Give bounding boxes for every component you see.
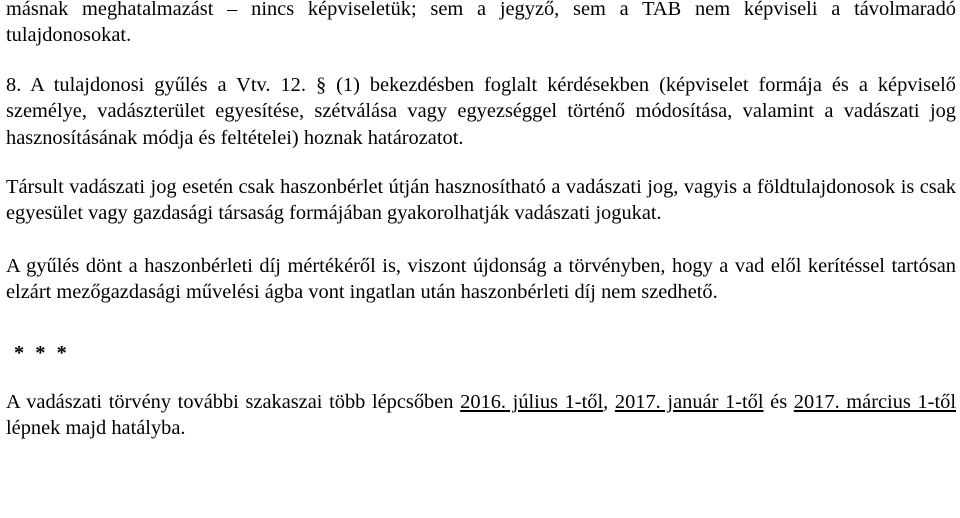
section-separator: * * *: [14, 341, 70, 364]
effective-dates-intro: A vadászati törvény további szakaszai több lépcsőben: [6, 391, 461, 414]
date-separator: ,: [603, 391, 615, 414]
date-2017-january: 2017. január 1-től: [614, 391, 764, 414]
effective-dates-outro: lépnek majd hatályba.: [6, 417, 186, 440]
date-conjunction: és: [763, 391, 794, 414]
paragraph-joint-hunting-right: Társult vadászati jog esetén csak haszonbérlet útján hasznosítható a vadászati jog, vagyis a földtulajdonosok is csak egyesület vagy gazdasági társaság formájában gyakorolhatják vadászati jogukat.: [6, 176, 956, 225]
paragraph-owners-meeting: 8. A tulajdonosi gyűlés a Vtv. 12. § (1) bekezdésben foglalt kérdésekben (képviselet formája és a képviselő személye, vadászterület egyesítése, szétválása vagy egyezséggel történő módosítása, valamint a vadászati jog hasznosításának módja és feltételei) hoznak határozatot.: [6, 73, 956, 149]
date-2016-july: 2016. július 1-től: [460, 391, 604, 414]
paragraph-lease-fee: A gyűlés dönt a haszonbérleti díj mértékéről is, viszont újdonság a törvényben, hogy a vad elől kerítéssel tartósan elzárt mezőgazdasági művelési ágba vont ingatlan után haszonbérleti díj nem szedhető.: [6, 254, 956, 304]
paragraph-effective-dates: [6, 389, 956, 442]
document-page: [6, 0, 956, 442]
date-2017-march: 2017. március 1-től: [793, 391, 956, 414]
paragraph-proxy-note: másnak meghatalmazást – nincs képviseletük; sem a jegyző, sem a TAB nem képviseli a távolmaradó tulajdonosokat.: [6, 0, 956, 47]
